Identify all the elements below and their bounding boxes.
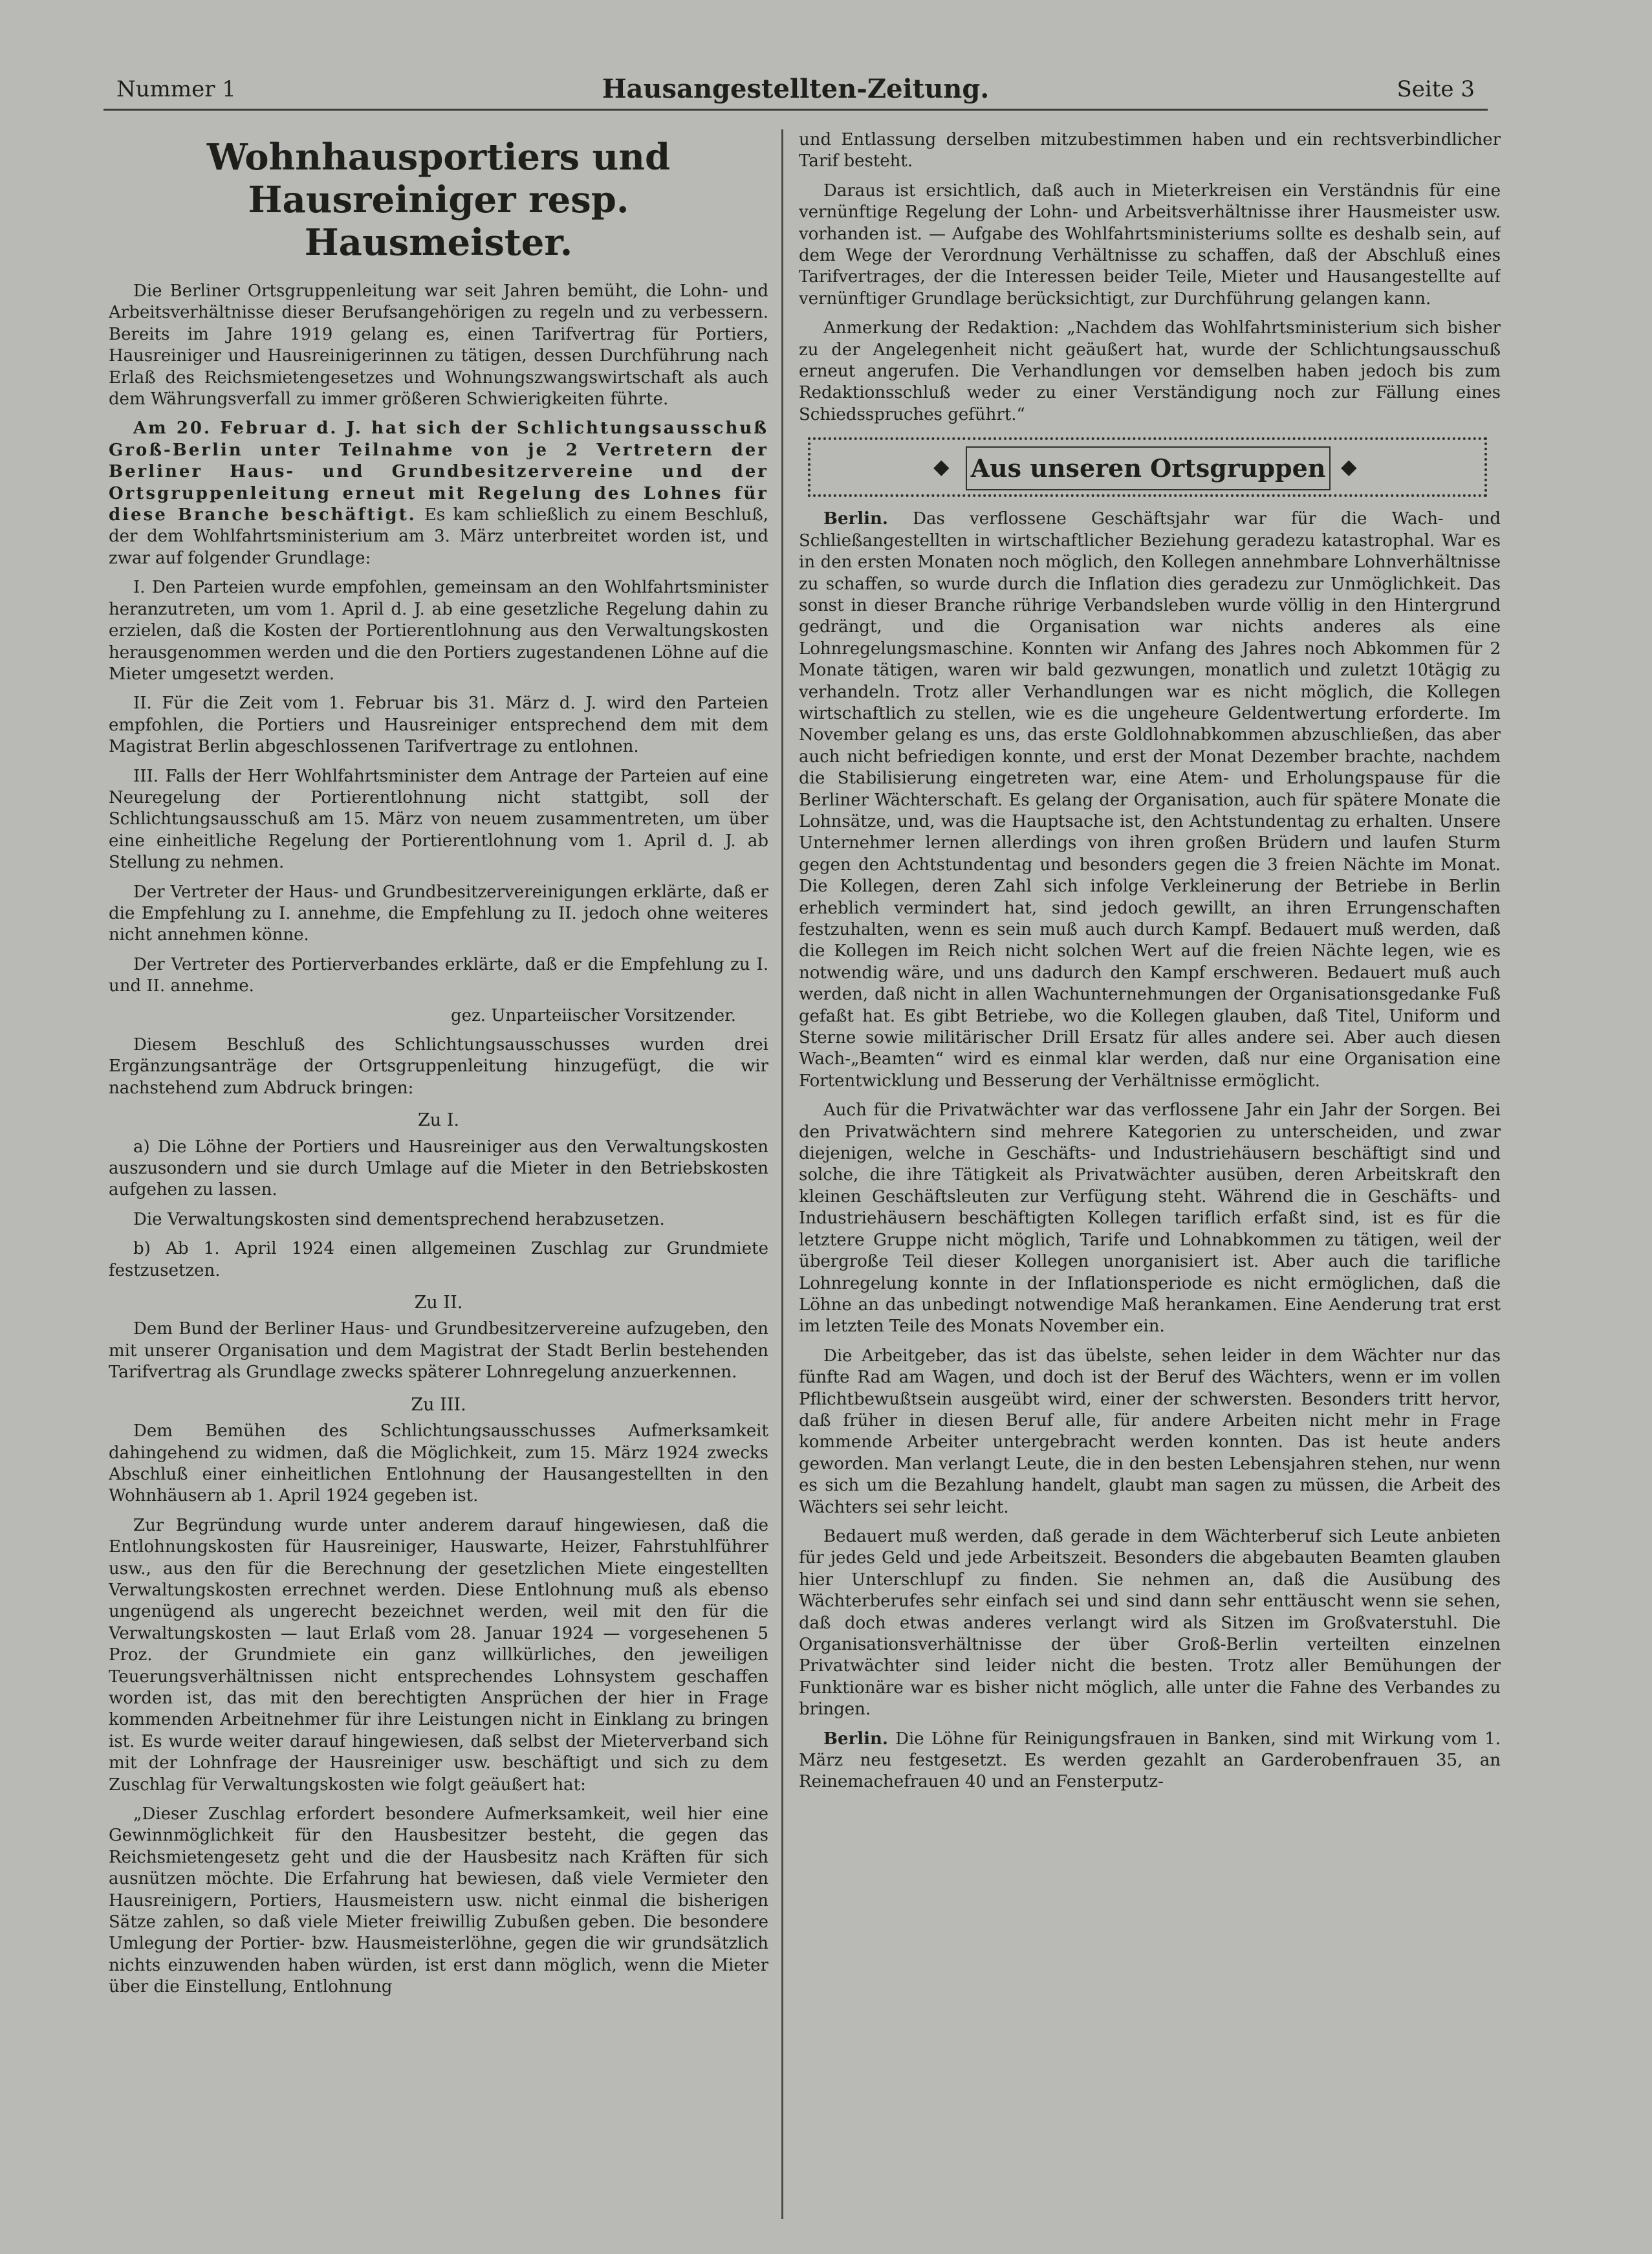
column-divider (781, 129, 783, 2219)
article-paragraph: III. Falls der Herr Wohlfahrtsminister dem Antrage der Parteien auf eine Neuregelung der Portierentlohnung nicht stattgibt, soll der Schlichtungsausschuß am 15. März von neuem zusammentreten, um über eine einheitliche Regelung der Portierentlohnung vom 1. April d. J. ab Stellung zu nehmen. (109, 766, 768, 873)
editorial-note: Anmerkung der Redaktion: „Nachdem das Wohlfahrtsministerium sich bisher zu der Angelegenheit nicht geäußert hat, wurde der Schlichtungsausschuß erneut angerufen. Die Verhandlungen vor demselben haben jedoch bis zum Redaktionsschluß weder zu einer Verständigung noch zur Fällung eines Schiedsspruches geführt.“ (799, 318, 1501, 424)
article-paragraph: Der Vertreter der Haus- und Grundbesitzervereinigungen erklärte, daß er die Empfehlung zu I. annehme, die Empfehlung zu II. jedoch ohne weiteres nicht annehmen könne. (109, 882, 768, 945)
subheading: Zu III. (411, 1394, 466, 1415)
diamond-ornament-icon: ◆ (1341, 454, 1357, 479)
article-paragraph: II. Für die Zeit vom 1. Februar bis 31. März d. J. wird den Parteien empfohlen, die Portiers und Hausreiniger entsprechend dem mit dem Magistrat Berlin abgeschlossenen Tarifvertrage zu entlohnen. (109, 694, 768, 757)
left-column (109, 129, 768, 2232)
city-label: Berlin. (823, 1729, 888, 1749)
diamond-ornament-icon: ◆ (933, 454, 950, 479)
issue-number: Nummer 1 (116, 76, 236, 102)
article-paragraph: „Dieser Zuschlag erfordert besondere Aufmerksamkeit, weil hier eine Gewinnmöglichkeit für den Hausbesitzer besteht, die gegen das Reichsmietengesetz geht und die der Hausbesitz nach Kräften für sich ausnützen möchte. Die Erfahrung hat bewiesen, daß viele Vermieter den Hausreinigern, Portiers, Hausmeistern usw. nicht einmal die bisherigen Sätze zahlen, so daß viele Mieter freiwillig Zubußen geben. Die besondere Umlegung der Portier- bzw. Hausmeisterlöhne, gegen die wir grundsätzlich nichts einzuwenden haben würden, ist erst dann möglich, wenn die Mieter über die Einstellung, Entlohnung (109, 1804, 768, 1997)
paragraph-text: Die Löhne für Reinigungsfrauen in Banken, sind mit Wirkung vom 1. März neu festgesetzt. Es werden gezahlt an Garderobenfrauen 35, an Reinemachefrauen 40 und an Fensterputz- (799, 1729, 1501, 1792)
report-paragraph: Bedauert muß werden, daß gerade in dem Wächterberuf sich Leute anbieten für jedes Geld und jede Arbeitszeit. Besonders die abgebauten Beamten glauben hier Unterschlupf zu finden. Sie nehmen an, daß die Ausübung des Wächterberufes sehr einfach sei und sind dann sehr enttäuscht wenn sie sehen, daß doch etwas anderes verlangt wird als Sitzen im Großvaterstuhl. Die Organisationsverhältnisse der über Groß-Berlin verteilten einzelnen Privatwächter sind leider nicht die besten. Trotz aller Bemühungen der Funktionäre war es bisher nicht möglich, alle unter die Fahne des Verbandes zu bringen. (799, 1526, 1501, 1720)
newspaper-title: Hausangestellten-Zeitung. (602, 74, 990, 104)
article-paragraph: b) Ab 1. April 1924 einen allgemeinen Zuschlag zur Grundmiete festzusetzen. (109, 1239, 768, 1280)
article-paragraph: und Entlassung derselben mitzubestimmen haben und ein rechtsverbindlicher Tarif besteht. (799, 130, 1501, 171)
article-paragraph: a) Die Löhne der Portiers und Hausreiniger aus den Verwaltungskosten auszusondern und sie durch Umlage auf die Mieter in den Betriebskosten aufgehen zu lassen. (109, 1137, 768, 1200)
article-paragraph (109, 418, 768, 569)
article-paragraph: Zur Begründung wurde unter anderem darauf hingewiesen, daß die Entlohnungskosten für Hausreiniger, Hauswarte, Heizer, Fahrstuhlführer usw., aus den für die Berechnung der gesetzlichen Miete eingestellten Verwaltungskosten errechnet werden. Diese Entlohnung muß als ebenso ungenügend als ungerecht bezeichnet werden, weil mit den für die Verwaltungskosten — laut Erlaß vom 28. Januar 1924 — vorgesehenen 5 Proz. der Grundmiete ein ganz willkürliches, den jeweiligen Teuerungsverhältnissen nicht entsprechendes Lohnsystem geschaffen worden ist, das mit den berechtigten Ansprüchen der hier in Frage kommenden Arbeitnehmer für ihre Leistungen nicht in Einklang zu bringen ist. Es wurde weiter darauf hingewiesen, daß selbst der Mieterverband sich mit der Lohnfrage der Hausreiniger usw. beschäftigt und sich zu dem Zuschlag für Verwaltungskosten wie folgt geäußert hat: (109, 1515, 768, 1795)
report-paragraph (799, 509, 1501, 1092)
city-label: Berlin. (823, 509, 888, 529)
article-paragraph: Dem Bund der Berliner Haus- und Grundbesitzervereine aufzugeben, den mit unserer Organisation und dem Magistrat der Stadt Berlin bestehenden Tarifvertrag als Grundlage zwecks späterer Lohnregelung anzuerkennen. (109, 1319, 768, 1383)
paragraph-text: Es kam schließlich zu einem Beschluß, der dem Wohlfahrtsministerium am 3. März unterbreitet worden ist, und zwar auf folgender Grundlage: (109, 505, 768, 568)
right-column (799, 129, 1501, 2232)
paragraph-text: Das verflossene Geschäftsjahr war für die Wach- und Schließangestellten in wirtschaftlicher Beziehung geradezu katastrophal. War es in den ersten Monaten noch möglich, den Kollegen annehmbare Lohnverhältnisse zu schaffen, so wurde durch die Inflation dies geradezu zur Unmöglichkeit. Das sonst in dieser Branche rührige Verbandsleben wurde völlig in den Hintergrund gedrängt, und die Organisation war nichts anderes als eine Lohnregelungsmaschine. Konnten wir Anfang des Jahres noch Abkommen für 2 Monate tätigen, waren wir bald gezwungen, monatlich und zuletzt 10tägig zu verhandeln. Trotz aller Verhandlungen war es nicht möglich, die Kollegen wirtschaftlich zu stellen, wie es die ungeheure Geldentwertung erforderte. Im November gelang es uns, das erste Goldlohnabkommen abzuschließen, das aber auch nicht befriedigen konnte, und erst der Monat Dezember brachte, nachdem die Stabilisierung eingetreten war, eine Atem- und Erholungspause für die Berliner Wächterschaft. Es gelang der Organisation, auch für spätere Monate die Lohnsätze, und, was die Hauptsache ist, den Achtstundentag zu erhalten. Unsere Unternehmer lernen allerdings von ihren großen Brüdern und laufen Sturm gegen den Achtstundentag und besonders gegen die 3 freien Nächte im Monat. Die Kollegen, deren Zahl sich infolge Verkleinerung der Betriebe in Berlin erheblich vermindert hat, sind jedoch gewillt, an ihren Errungenschaften festzuhalten, wenn es sein muß auch durch Kampf. Bedauert muß werden, daß die Kollegen im Reich nicht solchen Wert auf die freien Nächte legen, wie es notwendig wäre, und uns dadurch den Kampf erschweren. Bedauert muß auch werden, daß nicht in allen Wachunternehmungen der Organisationsgedanke Fuß gefaßt hat. Es gibt Betriebe, wo die Kollegen glauben, daß Titel, Uniform und Sterne sowie militärischer Drill Ersatz für alles andere sei. Aber auch diesen Wach-„Beamten“ wird es einmal klar werden, daß nur eine Organisation eine Fortentwicklung und Besserung der Verhältnisse ermöglicht. (799, 509, 1501, 1091)
article-paragraph: Daraus ist ersichtlich, daß auch in Mieterkreisen ein Verständnis für eine vernünftige Regelung der Lohn- und Arbeitsverhältnisse ihrer Hausmeister usw. vorhanden ist. — Aufgabe des Wohlfahrtsministeriums sollte es deshalb sein, auf dem Wege der Verordnung Verhältnisse zu schaffen, daß der Abschluß eines Tarifvertrages, der die Interessen beider Teile, Mieter und Hausangestellte auf vernünftiger Grundlage berücksichtigt, zur Durchführung gelangen kann. (799, 181, 1501, 309)
page-header (103, 70, 1488, 111)
signature: gez. Unparteiischer Vorsitzender. (451, 1005, 736, 1025)
article-paragraph: Die Berliner Ortsgruppenleitung war seit Jahren bemüht, die Lohn- und Arbeitsverhältnisse dieser Berufsangehörigen zu regeln und zu verbessern. Bereits im Jahre 1919 gelang es, einen Tarifvertrag für Portiers, Hausreiniger und Hausreinigerinnen zu tätigen, dessen Durchführung nach Erlaß des Reichsmietengesetzes und Wohnungszwangswirtschaft als auch dem Währungsverfall zu immer größeren Schwierigkeiten führte. (109, 281, 768, 410)
article-title: Wohnhausportiers und Hausreiniger resp. Hausmeister. (206, 136, 671, 264)
section-banner (808, 437, 1487, 497)
report-paragraph: Die Arbeitgeber, das ist das übelste, sehen leider in dem Wächter nur das fünfte Rad am Wagen, und doch ist der Beruf des Wächters, wenn er im vollen Pflichtbewußtsein ausgeübt wird, einer der schwersten. Besonders tritt hervor, daß früher in diesen Beruf alle, für andere Arbeiten nicht mehr in Frage kommende Arbeiter untergebracht werden konnten. Das ist heute anders geworden. Man verlangt Leute, die in den besten Lebensjahren stehen, nur wenn es sich um die Bezahlung handelt, glaubt man sagen zu müssen, die Arbeit des Wächters sei sehr leicht. (799, 1346, 1501, 1517)
report-paragraph (799, 1729, 1501, 1793)
subheading: Zu II. (414, 1293, 463, 1313)
article-paragraph: Der Vertreter des Portierverbandes erklärte, daß er die Empfehlung zu I. und II. annehme. (109, 954, 768, 996)
report-paragraph: Auch für die Privatwächter war das verflossene Jahr ein Jahr der Sorgen. Bei den Privatwächtern sind mehrere Kategorien zu unterscheiden, und zwar diejenigen, welche in Geschäfts- und Industriehäusern beschäftigt sind und solche, die ihre Tätigkeit als Privatwächter ausüben, deren Arbeitskraft den kleinen Geschäftsleuten zur Verfügung steht. Während die in Geschäfts- und Industriehäusern beschäftigten Kollegen tariflich erfaßt sind, ist es für die letztere Gruppe nicht möglich, Tarife und Lohnabkommen zu tätigen, weil der übergroße Teil dieser Kollegen unorganisiert ist. Aber auch die tarifliche Lohnregelung konnte in der Inflationsperiode es nicht ermöglichen, daß die Löhne an das unbedingt notwendige Maß herankamen. Eine Aenderung trat erst im letzten Teile des Monats November ein. (799, 1100, 1501, 1337)
article-paragraph: Die Verwaltungskosten sind dementsprechend herabzusetzen. (133, 1209, 665, 1229)
article-paragraph: Dem Bemühen des Schlichtungsausschusses Aufmerksamkeit dahingehend zu widmen, daß die Möglichkeit, zum 15. März 1924 zwecks Abschluß einer einheitlichen Entlohnung der Hausangestellten in den Wohnhäusern ab 1. April 1924 gegeben ist. (109, 1421, 768, 1506)
article-paragraph: Diesem Beschluß des Schlichtungsausschusses wurden drei Ergänzungsanträge der Ortsgruppenleitung hinzugefügt, die wir nachstehend zum Abdruck bringen: (109, 1035, 768, 1098)
section-heading: Aus unseren Ortsgruppen (966, 446, 1331, 490)
subheading: Zu I. (418, 1110, 459, 1131)
article-paragraph: I. Den Parteien wurde empfohlen, gemeinsam an den Wohlfahrtsminister heranzutreten, um vom 1. April d. J. ab eine gesetzliche Regelung dahin zu erzielen, daß die Kosten der Portierentlohnung aus den Verwaltungskosten herausgenommen werden und die den Portiers zugestandenen Löhne auf die Mieter umgesetzt werden. (109, 578, 768, 684)
spaced-emphasis: Am 20. Februar d. J. hat sich der Schlichtungsausschuß Groß-Berlin unter Teilnahme von je 2 Vertretern der Berliner Haus- und Grundbesitzervereine und der Ortsgruppenleitung erneut mit Regelung des Lohnes für diese Branche beschäftigt. (109, 419, 768, 525)
page-number: Seite 3 (1397, 76, 1475, 102)
